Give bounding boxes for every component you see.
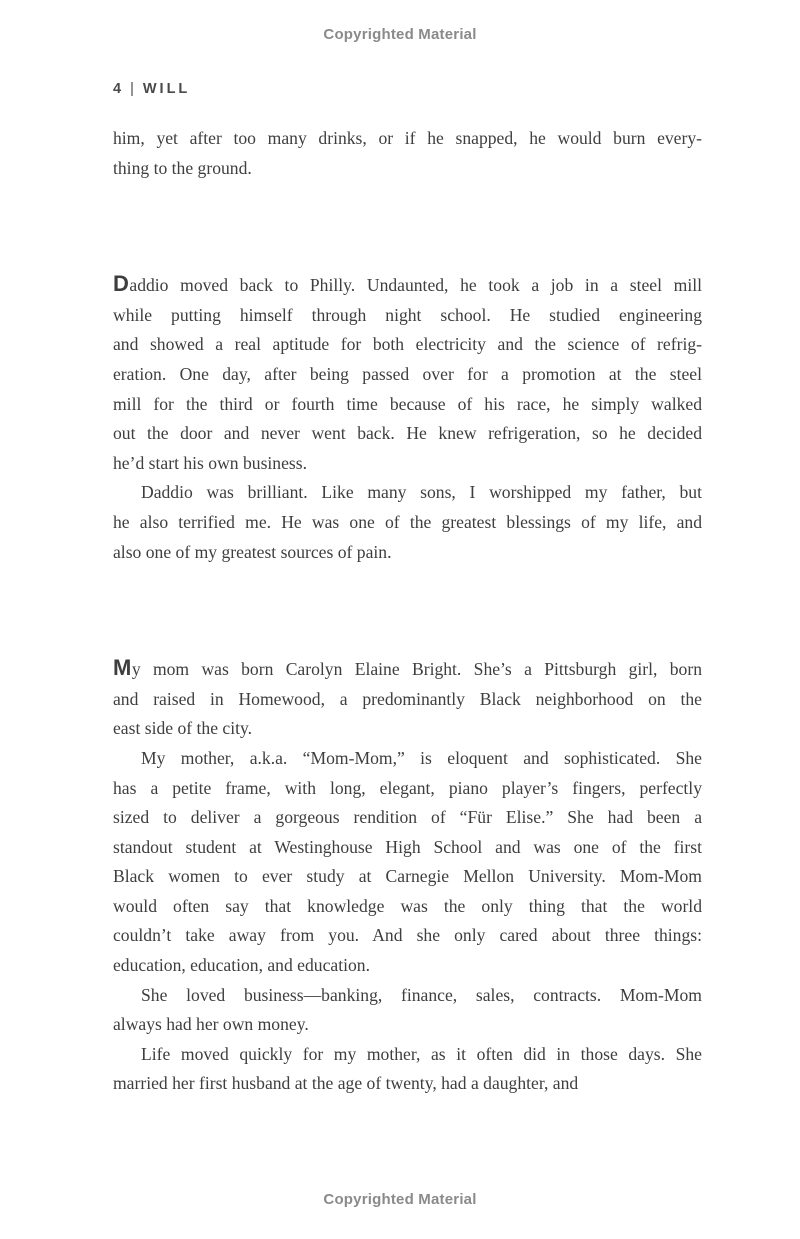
page-number: 4 bbox=[113, 81, 122, 97]
text-line: east side of the city. bbox=[113, 718, 253, 739]
text-line: and showed a real aptitude for both electricity and the science of refrig- bbox=[113, 334, 702, 355]
text-line: also one of my greatest sources of pain. bbox=[113, 541, 392, 562]
header-separator: | bbox=[130, 81, 134, 97]
text-line: eration. One day, after being passed over for a promotion at the steel bbox=[113, 363, 702, 384]
text-line-rest: y mom was born Carolyn Elaine Bright. She’s a Pittsburgh girl, born bbox=[131, 659, 702, 680]
text-line: always had her own money. bbox=[113, 1014, 309, 1035]
text-line: has a petite frame, with long, elegant, piano player’s fingers, perfectly bbox=[113, 777, 702, 798]
text-line: Black women to ever study at Carnegie Mellon University. Mom-Mom bbox=[113, 866, 702, 887]
text-line: him, yet after too many drinks, or if he snapped, he would burn every- bbox=[113, 128, 702, 148]
text-line: She loved business—banking, finance, sales, contracts. Mom-Mom bbox=[141, 984, 702, 1005]
daddio-philly-paragraph bbox=[113, 269, 702, 478]
loved-business-paragraph bbox=[113, 981, 702, 1040]
running-head bbox=[113, 82, 190, 97]
text-line-rest: addio moved back to Philly. Undaunted, he took a job in a steel mill bbox=[129, 275, 702, 296]
text-line: couldn’t take away from you. And she only cared about three things: bbox=[113, 925, 702, 946]
continuation-paragraph bbox=[113, 124, 702, 183]
text-line: he’d start his own business. bbox=[113, 452, 308, 473]
page-body bbox=[113, 124, 702, 1099]
mom-mom-paragraph bbox=[113, 744, 702, 981]
book-title: WILL bbox=[142, 81, 191, 97]
life-moved-paragraph bbox=[113, 1040, 702, 1099]
section-initial-letter: M bbox=[113, 655, 132, 681]
text-line: thing to the ground. bbox=[113, 157, 252, 178]
text-line: Life moved quickly for my mother, as it often did in those days. She bbox=[141, 1043, 702, 1064]
text-line: while putting himself through night school. He studied engineering bbox=[113, 304, 702, 325]
text-line: standout student at Westinghouse High School and was one of the first bbox=[113, 836, 702, 857]
daddio-brilliant-paragraph bbox=[113, 478, 702, 567]
text-line: would often say that knowledge was the only thing that the world bbox=[113, 895, 702, 916]
text-line: education, education, and education. bbox=[113, 955, 370, 976]
copyright-notice-bottom: Copyrighted Material bbox=[323, 1191, 477, 1208]
text-line: Daddio was brilliant. Like many sons, I worshipped my father, but bbox=[141, 482, 702, 503]
section-initial-letter: D bbox=[113, 271, 130, 297]
text-line bbox=[113, 269, 702, 301]
text-line: and raised in Homewood, a predominantly Black neighborhood on the bbox=[113, 688, 702, 709]
text-line: My mother, a.k.a. “Mom-Mom,” is eloquent and sophisticated. She bbox=[141, 747, 702, 768]
copyright-notice-top: Copyrighted Material bbox=[323, 26, 477, 43]
text-line: mill for the third or fourth time because of his race, he simply walked bbox=[113, 393, 702, 414]
text-line: married her first husband at the age of twenty, had a daughter, and bbox=[113, 1073, 579, 1094]
mom-born-paragraph bbox=[113, 653, 702, 744]
text-line bbox=[113, 653, 702, 685]
text-line: out the door and never went back. He knew refrigeration, so he decided bbox=[113, 423, 702, 444]
text-line: sized to deliver a gorgeous rendition of “Für Elise.” She had been a bbox=[113, 807, 702, 828]
text-line: he also terrified me. He was one of the greatest blessings of my life, and bbox=[113, 511, 702, 532]
